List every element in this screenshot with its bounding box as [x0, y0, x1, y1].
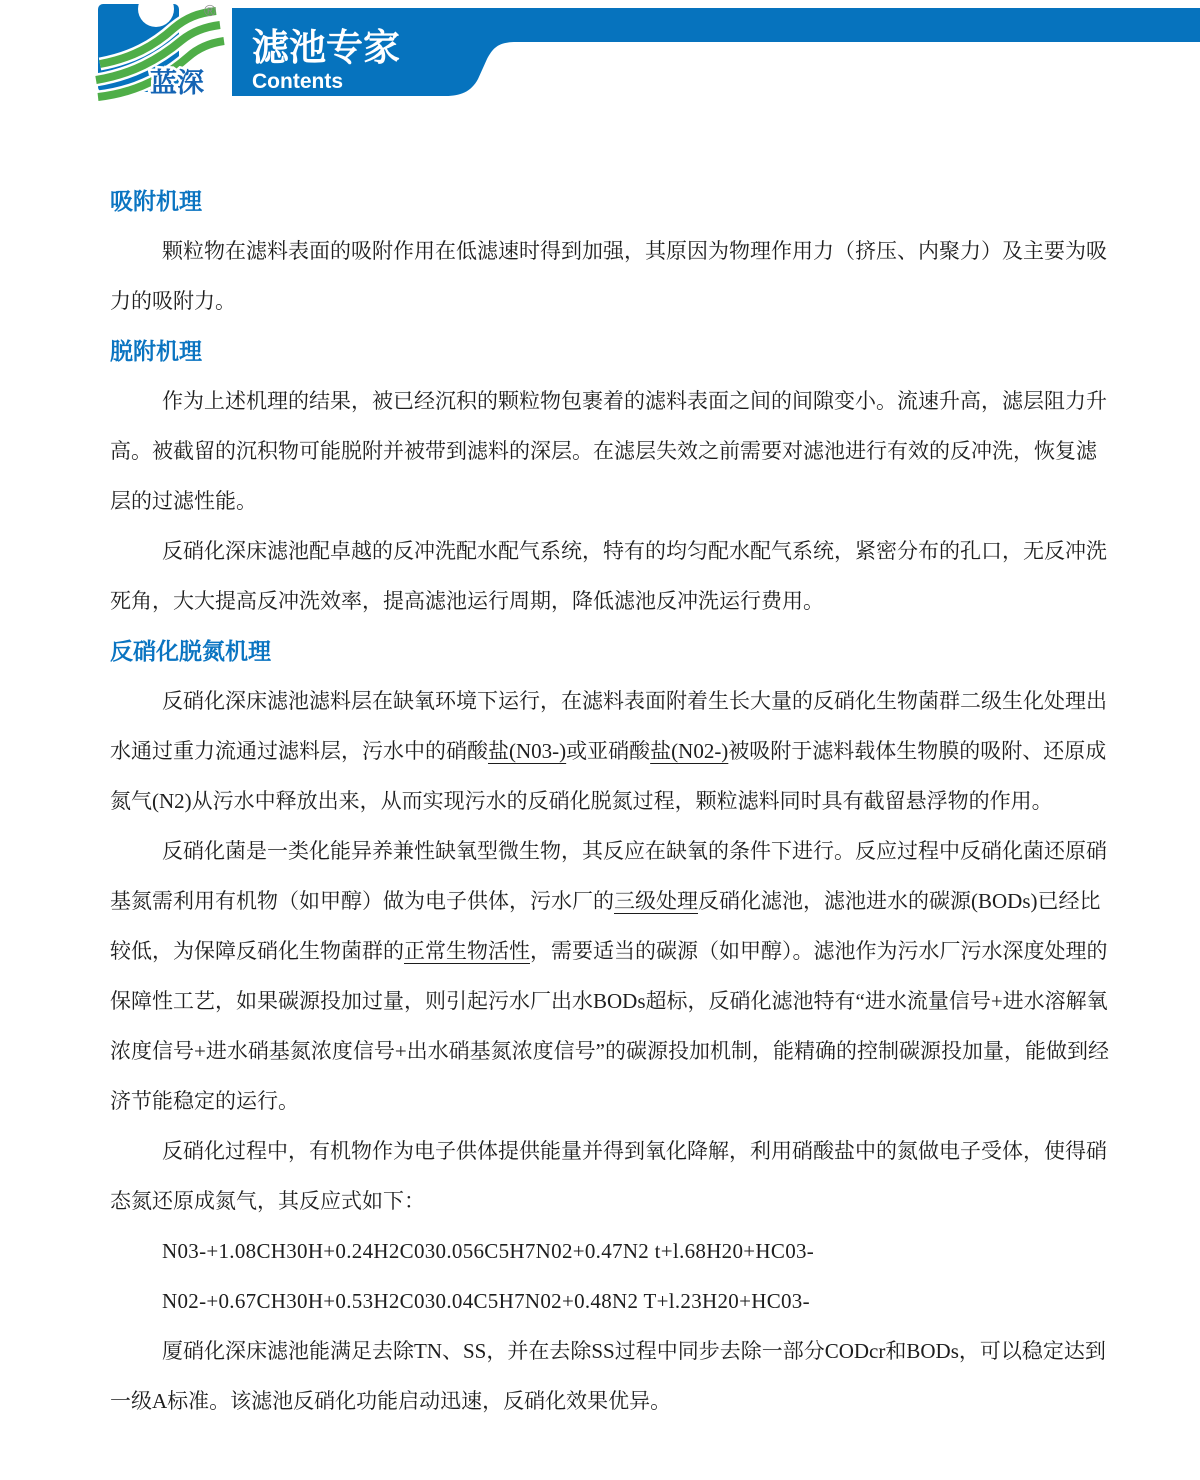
header-graphic	[0, 0, 1200, 120]
reaction-equation-2: N02-+0.67CH30H+0.53H2C030.04C5H7N02+0.48N2 T+l.23H20+HC03-	[162, 1289, 810, 1313]
section-heading-desorption: 脱附机理	[110, 338, 202, 364]
paragraph-denitrification-1	[110, 676, 1110, 826]
underlined-term-bioactivity: 正常生物活性	[404, 939, 530, 963]
paragraph-conclusion: 厦硝化深床滤池能满足去除TN、SS，并在去除SS过程中同步去除一部分CODcr和BODs，可以稳定达到一级A标准。该滤池反硝化功能启动迅速，反硝化效果优异。	[110, 1339, 1106, 1413]
paragraph-denitrification-3: 反硝化过程中，有机物作为电子供体提供能量并得到氧化降解，利用硝酸盐中的氮做电子受体，使得硝态氮还原成氮气，其反应式如下：	[110, 1139, 1107, 1213]
text-run: 反硝化深床滤池滤料层在缺氧环境下运行，在滤料表面附着生长大量的反硝化生物菌群二级生化处理出水通过重力流通过滤料层，污水中的硝酸	[110, 689, 1107, 763]
paragraph-desorption-1: 作为上述机理的结果，被已经沉积的颗粒物包裹着的滤料表面之间的间隙变小。流速升高，滤层阻力升高。被截留的沉积物可能脱附并被带到滤料的深层。在滤层失效之前需要对滤池进行有效的反冲洗，恢复滤层的过滤性能。	[110, 389, 1107, 513]
text-run: 或亚硝酸	[566, 739, 651, 763]
underlined-term-tertiary: 三级处理	[614, 889, 698, 913]
page-header	[0, 0, 1200, 120]
text-run: 反硝化菌是一类化能异养兼性缺氧型微生物，其反应在缺氧的条件下进行。反应过程中反硝化菌还原硝基氮需利用有机物（如甲醇）做为电子供体，污水厂的	[110, 839, 1107, 913]
text-run: 被吸附于滤料载体生物膜的吸附、还原成氮气(N2)从污水中释放出来，从而实现污水的反硝化脱氮过程，颗粒滤料同时具有截留悬浮物的作用。	[110, 739, 1107, 813]
underlined-term-no2: 盐(N02-)	[650, 739, 729, 763]
text-run: 反硝化滤池，滤池进水的碳源(BODs)已经比较低，为保障反硝化生物菌群的	[110, 889, 1101, 963]
paragraph-desorption-2: 反硝化深床滤池配卓越的反冲洗配水配气系统，特有的均匀配水配气系统，紧密分布的孔口，无反冲洗死角，大大提高反冲洗效率，提高滤池运行周期，降低滤池反冲洗运行费用。	[110, 539, 1107, 613]
banner-title: 滤池专家	[252, 27, 400, 68]
registered-trademark-icon: ®	[204, 3, 216, 20]
underlined-term-no3: 盐(N03-)	[488, 739, 567, 763]
paragraph-denitrification-2	[110, 826, 1110, 1126]
logo-brand-text: 蓝深	[150, 68, 204, 98]
paragraph-adsorption: 颗粒物在滤料表面的吸附作用在低滤速时得到加强，其原因为物理作用力（挤压、内聚力）及主要为吸力的吸附力。	[110, 239, 1107, 313]
section-heading-adsorption: 吸附机理	[110, 188, 202, 214]
reaction-equation-1: N03-+1.08CH30H+0.24H2C030.056C5H7N02+0.47N2 t+l.68H20+HC03-	[162, 1239, 815, 1263]
banner-subtitle: Contents	[252, 70, 343, 93]
company-logo	[96, 0, 224, 98]
text-run: ，需要适当的碳源（如甲醇）。滤池作为污水厂污水深度处理的保障性工艺，如果碳源投加过量，则引起污水厂出水BODs超标，反硝化滤池特有“进水流量信号+进水溶解氧浓度信号+进水硝基氮浓度信号+出水硝基氮浓度信号”的碳源投加机制，能精确的控制碳源投加量，能做到经济节能稳定的运行。	[110, 939, 1110, 1113]
section-heading-denitrification: 反硝化脱氮机理	[110, 638, 271, 664]
document-body	[110, 176, 1110, 1426]
